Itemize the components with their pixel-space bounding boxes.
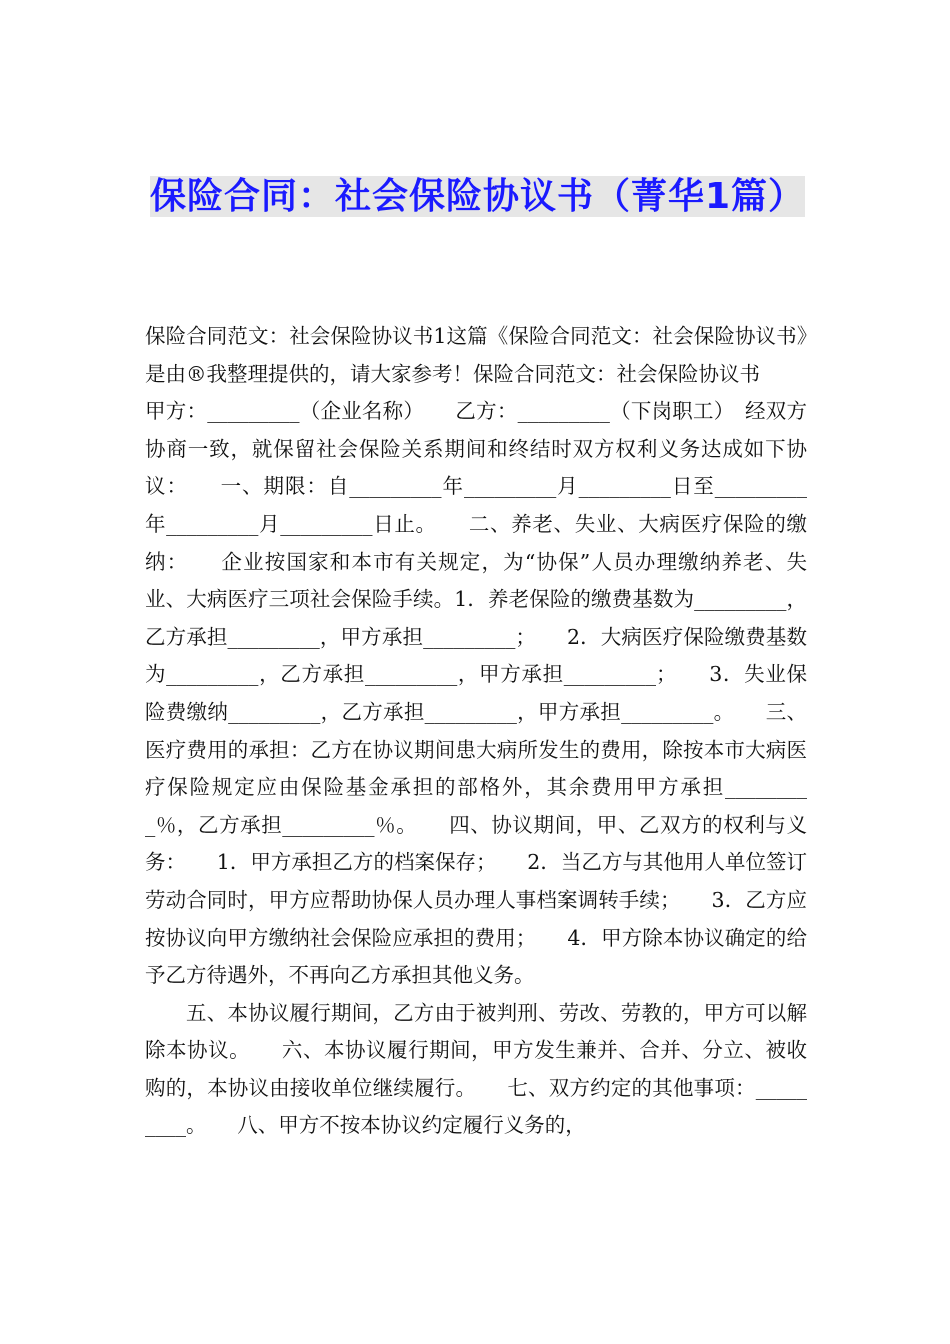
document-title xyxy=(150,172,806,222)
agreement-paragraph: 甲方：_________（企业名称） 乙方：_________（下岗职工） 经双方协商一致，就保留社会保险关系期间和终结时双方权利义务达成如下协议： 一、期限：自_________年_________月_________日至_________年_________月_________日止。 二、养老、失业、大病医疗保险的缴纳： 企业按国家和本市有关规定，为“协保”人员办理缴纳养老、失业、大病医疗三项社会保险手续。1．养老保险的缴费基数为_________，乙方承担_________，甲方承担_________； 2．大病医疗保险缴费基数为_________，乙方承担_________，甲方承担_________； 3．失业保险费缴纳_________，乙方承担_________，甲方承担_________。 三、医疗费用的承担：乙方在协议期间患大病所发生的费用，除按本市大病医疗保险规定应由保险基金承担的部格外，其余费用甲方承担_________％，乙方承担_________％。 四、协议期间，甲、乙双方的权利与义务： 1．甲方承担乙方的档案保存； 2．当乙方与其他用人单位签订劳动合同时，甲方应帮助协保人员办理人事档案调转手续； 3．乙方应按协议向甲方缴纳社会保险应承担的费用； 4．甲方除本协议确定的给予乙方待遇外，不再向乙方承担其他义务。 xyxy=(145,399,807,988)
terms-paragraph: 五、本协议履行期间，乙方由于被判刑、劳改、劳教的，甲方可以解除本协议。 六、本协议履行期间，甲方发生兼并、合并、分立、被收购的，本协议由接收单位继续履行。 七、双方约定的其他事项：_________。 八、甲方不按本协议约定履行义务的， xyxy=(145,1000,807,1138)
document-body xyxy=(145,318,807,1145)
intro-paragraph: 保险合同范文：社会保险协议书1这篇《保险合同范文：社会保险协议书》是由®我整理提供的，请大家参考！保险合同范文：社会保险协议书 xyxy=(145,324,807,386)
title-text: 保险合同：社会保险协议书（菁华1篇） xyxy=(150,176,806,217)
